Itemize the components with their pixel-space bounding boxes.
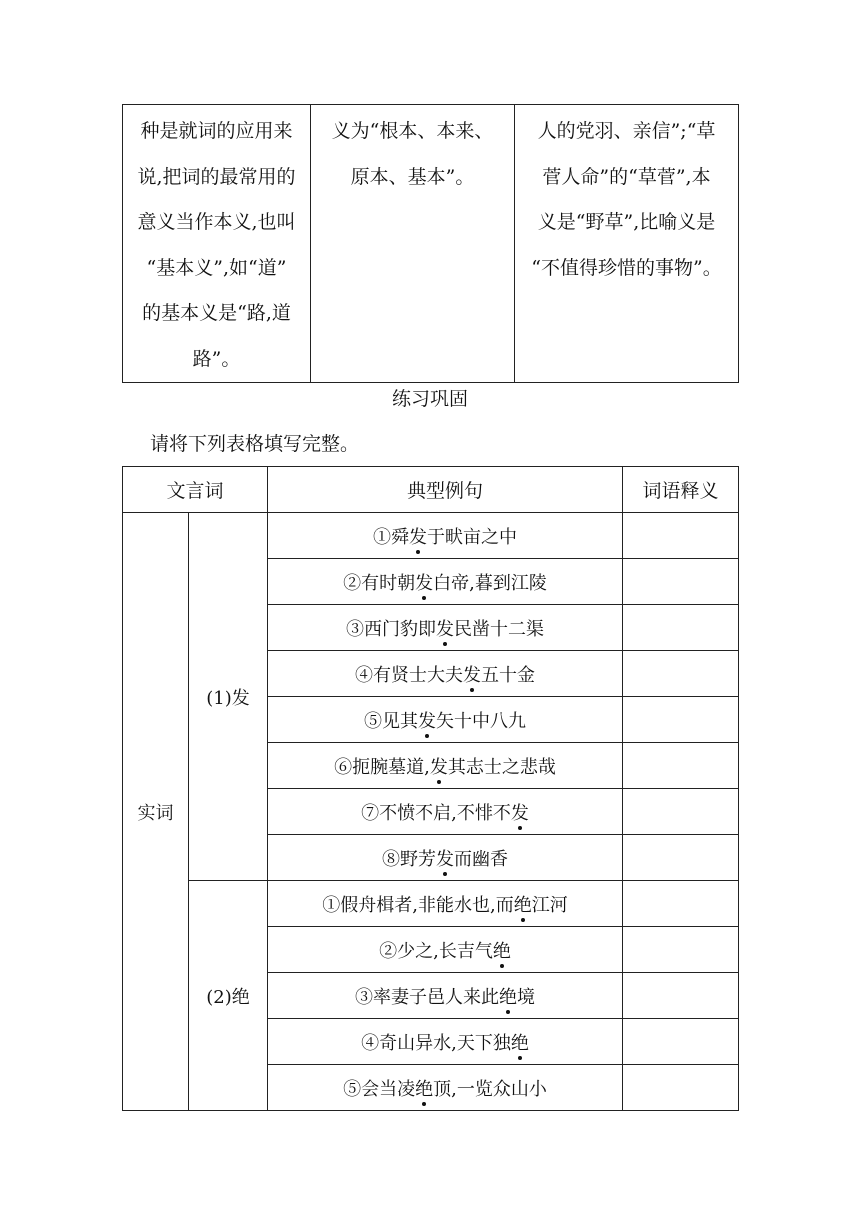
table-row xyxy=(123,881,739,927)
sentence-num: ④ xyxy=(361,1032,380,1054)
meaning-answer-cell[interactable] xyxy=(623,927,739,973)
section-title: 练习巩固 xyxy=(391,388,468,410)
emphasized-word: 发 xyxy=(463,661,481,687)
sentence-num: ③ xyxy=(346,618,365,640)
text-line: 说,把词的最常用的 xyxy=(137,165,296,188)
sentence-post: 民凿十二渠 xyxy=(454,618,545,640)
sentence-pre: 率妻子邑人来此 xyxy=(373,986,500,1008)
sentence-pre: 野芳 xyxy=(400,848,437,870)
sentence-pre: 西门豹即 xyxy=(364,618,437,640)
emphasized-word: 绝 xyxy=(514,891,532,917)
text-line: 菅人命”的“草菅”,本 xyxy=(542,165,711,188)
meaning-answer-cell[interactable] xyxy=(623,789,739,835)
example-sentence xyxy=(268,927,623,973)
text-line: 种是就词的应用来 xyxy=(140,120,293,142)
sentence-num: ② xyxy=(343,572,362,594)
example-sentence xyxy=(268,789,623,835)
meaning-answer-cell[interactable] xyxy=(623,513,739,559)
sentence-num: ① xyxy=(373,526,392,548)
meaning-answer-cell[interactable] xyxy=(623,973,739,1019)
definition-cell-3 xyxy=(515,105,739,383)
sentence-num: ② xyxy=(379,940,398,962)
meaning-answer-cell[interactable] xyxy=(623,605,739,651)
sentence-post: 其志士之悲哉 xyxy=(447,756,556,778)
emphasized-word: 绝 xyxy=(511,1029,529,1055)
sentence-pre: 有时朝 xyxy=(361,572,416,594)
text-line: 义是“野草”,比喻义是 xyxy=(537,211,716,233)
sentence-num: ④ xyxy=(355,664,374,686)
emphasized-word: 绝 xyxy=(493,937,511,963)
emphasized-word: 发 xyxy=(409,523,427,549)
emphasized-word: 发 xyxy=(436,845,454,871)
meaning-answer-cell[interactable] xyxy=(623,743,739,789)
sentence-pre: 假舟楫者,非能水也,而 xyxy=(340,894,514,916)
emphasized-word: 发 xyxy=(511,799,529,825)
sentence-pre: 扼腕墓道, xyxy=(352,756,430,778)
header-word: 文言词 xyxy=(123,467,268,513)
meaning-answer-cell[interactable] xyxy=(623,697,739,743)
emphasized-word: 绝 xyxy=(499,983,517,1009)
meaning-answer-cell[interactable] xyxy=(623,1065,739,1111)
sentence-num: ① xyxy=(322,894,341,916)
text-line: “不值得珍惜的事物”。 xyxy=(531,256,722,279)
example-sentence xyxy=(268,559,623,605)
table-row xyxy=(123,513,739,559)
example-sentence xyxy=(268,1065,623,1111)
header-meaning: 词语释义 xyxy=(623,467,739,513)
text-line: 意义当作本义,也叫 xyxy=(137,211,296,233)
sentence-num: ③ xyxy=(355,986,374,1008)
emphasized-word: 发 xyxy=(436,615,454,641)
sentence-pre: 有贤士大夫 xyxy=(373,664,464,686)
sentence-num: ⑤ xyxy=(343,1078,362,1100)
word-group-label: (1)发 xyxy=(189,513,268,881)
example-sentence xyxy=(268,651,623,697)
example-sentence xyxy=(268,1019,623,1065)
emphasized-word: 发 xyxy=(430,753,448,779)
meaning-answer-cell[interactable] xyxy=(623,559,739,605)
example-sentence xyxy=(268,513,623,559)
sentence-pre: 奇山异水,天下独 xyxy=(379,1032,511,1054)
example-sentence xyxy=(268,605,623,651)
sentence-num: ⑤ xyxy=(364,710,383,732)
sentence-pre: 舜 xyxy=(391,526,410,548)
text-line: 路”。 xyxy=(192,347,241,370)
header-example: 典型例句 xyxy=(268,467,623,513)
sentence-post: 而幽香 xyxy=(454,848,509,870)
definition-table-continued xyxy=(122,104,739,383)
meaning-answer-cell[interactable] xyxy=(623,881,739,927)
sentence-pre: 见其 xyxy=(382,710,419,732)
definition-cell-2 xyxy=(311,105,515,383)
meaning-answer-cell[interactable] xyxy=(623,1019,739,1065)
text-line: 人的党羽、亲信”;“草 xyxy=(537,120,716,142)
example-sentence xyxy=(268,835,623,881)
text-line: 原本、基本”。 xyxy=(350,165,475,188)
table-header-row xyxy=(123,467,739,513)
sentence-post: 境 xyxy=(517,986,536,1008)
sentence-num: ⑧ xyxy=(382,848,401,870)
sentence-post: 五十金 xyxy=(481,664,536,686)
sentence-pre: 会当凌 xyxy=(361,1078,416,1100)
example-sentence xyxy=(268,697,623,743)
meaning-answer-cell[interactable] xyxy=(623,651,739,697)
example-sentence xyxy=(268,881,623,927)
text-line: “基本义”,如“道” xyxy=(146,256,287,279)
instruction-text: 请将下列表格填写完整。 xyxy=(150,433,360,455)
sentence-post: 矢十中八九 xyxy=(436,710,527,732)
emphasized-word: 绝 xyxy=(415,1075,433,1101)
emphasized-word: 发 xyxy=(418,707,436,733)
text-line: 义为“根本、本来、 xyxy=(331,120,494,142)
sentence-post: 白帝,暮到江陵 xyxy=(433,572,547,594)
sentence-num: ⑦ xyxy=(361,802,380,824)
sentence-post: 江河 xyxy=(531,894,568,916)
emphasized-word: 发 xyxy=(415,569,433,595)
category-cell: 实词 xyxy=(123,513,189,1111)
sentence-pre: 少之,长吉气 xyxy=(397,940,493,962)
sentence-post: 于畎亩之中 xyxy=(427,526,518,548)
text-line: 的基本义是“路,道 xyxy=(142,302,291,324)
exercise-table xyxy=(122,466,739,1111)
example-sentence xyxy=(268,743,623,789)
sentence-num: ⑥ xyxy=(334,756,353,778)
example-sentence xyxy=(268,973,623,1019)
definition-cell-1 xyxy=(123,105,311,383)
meaning-answer-cell[interactable] xyxy=(623,835,739,881)
sentence-pre: 不愤不启,不悱不 xyxy=(379,802,511,824)
word-group-label: (2)绝 xyxy=(189,881,268,1111)
sentence-post: 顶,一览众山小 xyxy=(433,1078,547,1100)
